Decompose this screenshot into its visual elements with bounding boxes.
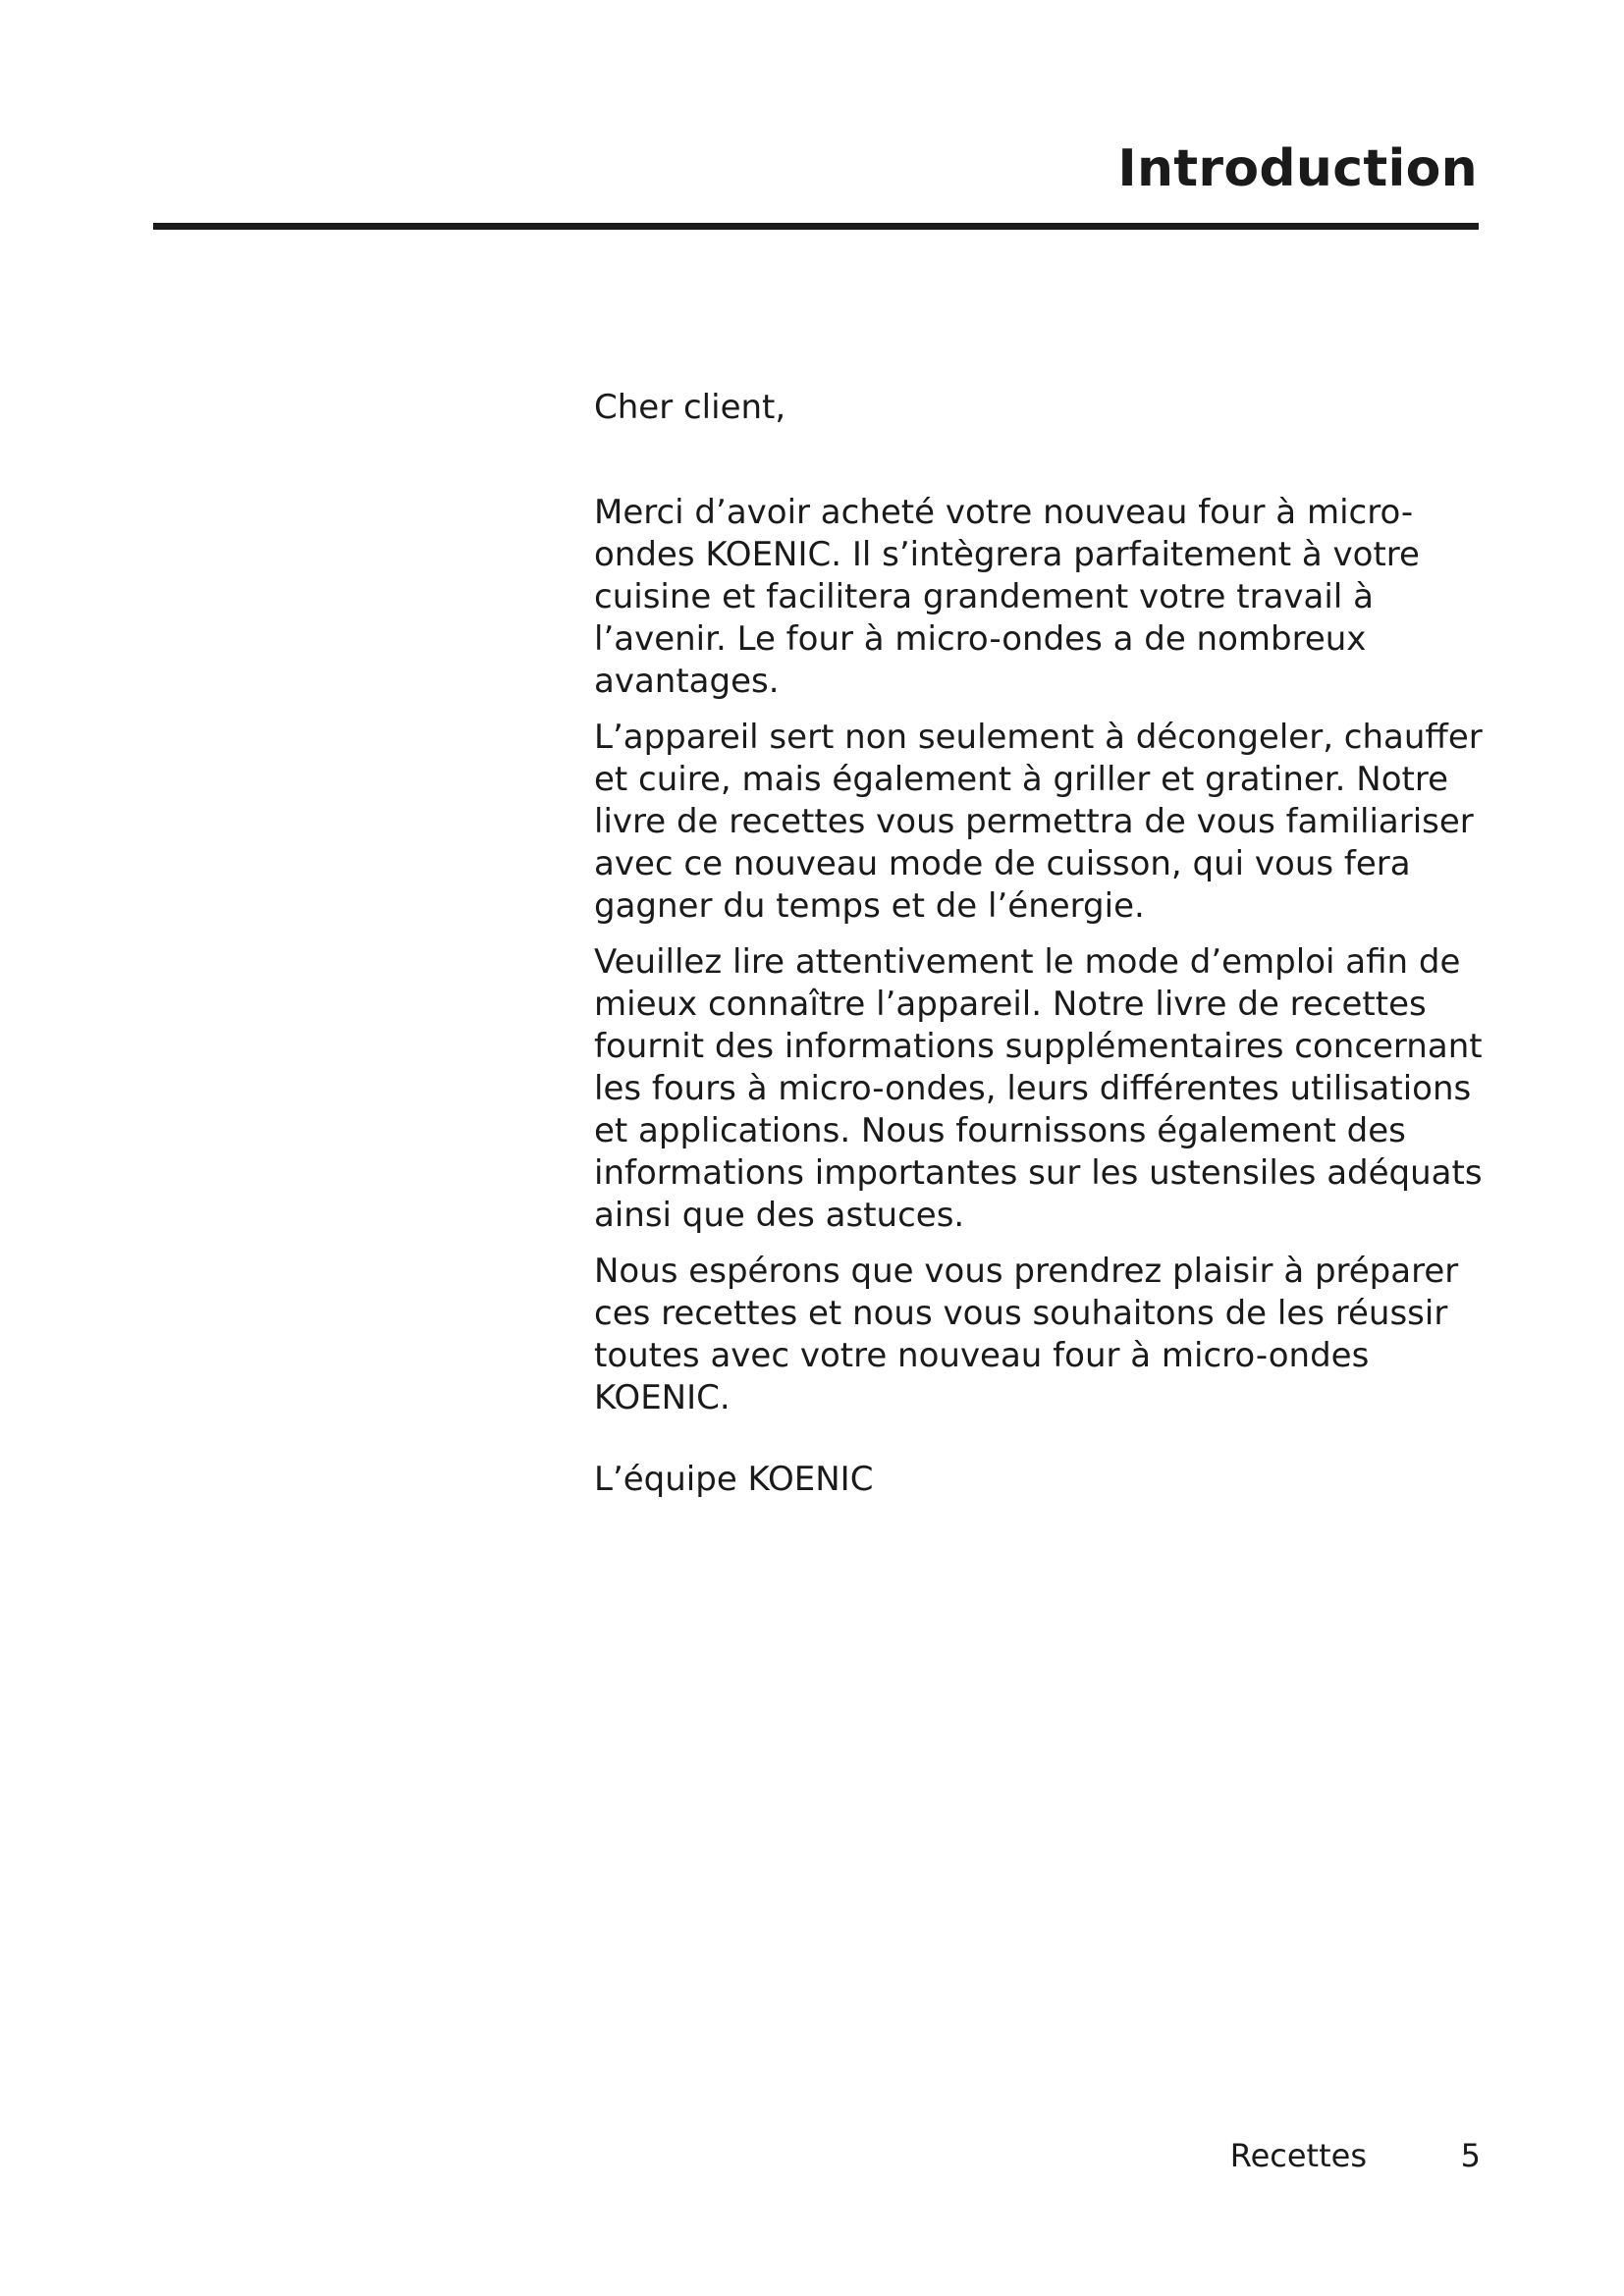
footer-section-label: Recettes xyxy=(1229,2137,1367,2174)
signature: L’équipe KOENIC xyxy=(594,1460,874,1499)
page-title: Introduction xyxy=(1117,139,1478,198)
header-divider xyxy=(153,223,1479,230)
paragraph-instructions: Veuillez lire attentivement le mode d’emploi afin de mieux connaître l’appareil. Notre livre de recettes fournit des informations supplémentaires concernant les fours à micro-ondes, leurs différentes utilisations et applications. Nous fournissons également des informations importantes sur les ustensiles adéquats ainsi que des astuces. xyxy=(594,942,1483,1235)
letter-body xyxy=(594,387,1507,1501)
paragraph-features: L’appareil sert non seulement à décongeler, chauffer et cuire, mais également à griller et gratiner. Notre livre de recettes vous permettra de vous familiariser avec ce nouveau mode de cuisson, qui vous fera gagner du temps et de l’énergie. xyxy=(594,718,1483,926)
greeting: Cher client, xyxy=(594,388,786,427)
page-number: 5 xyxy=(1460,2137,1481,2174)
paragraph-closing: Nous espérons que vous prendrez plaisir à préparer ces recettes et nous vous souhaitons de les réussir toutes avec votre nouveau four à micro-ondes KOENIC. xyxy=(594,1252,1459,1417)
paragraph-thanks: Merci d’avoir acheté votre nouveau four à micro-ondes KOENIC. Il s’intègrera parfaitement à votre cuisine et facilitera grandement votre travail à l’avenir. Le four à micro-ondes a de nombreux avantages. xyxy=(594,493,1420,701)
